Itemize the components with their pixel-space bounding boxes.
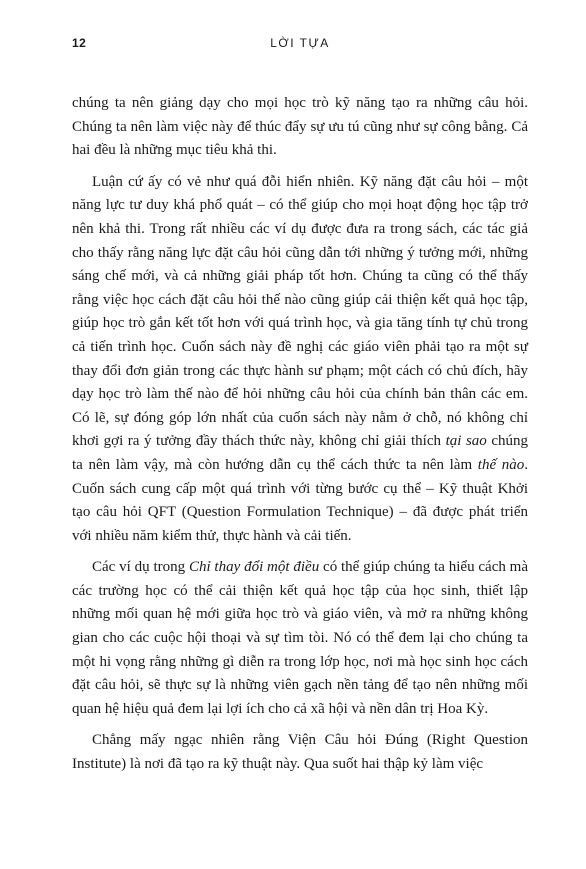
paragraph-3-end: có thể giúp chúng ta hiểu cách mà các trường học có thể cải thiện kết quả học tập của học sinh, thiết lập những mối quan hệ mới giữa học trò và giáo viên, và mở ra những không gian cho các cuộc hội thoại và sự tìm tòi. Nó có thể đem lại cho chúng ta một hi vọng rằng những gì diễn ra trong lớp học, nơi mà học sinh học cách đặt câu hỏi, sẽ thực sự là những viên gạch nền tảng để tạo nên những mối quan hệ hiệu quả đem lại lợi ích cho cả xã hội và nền dân trị Hoa Kỳ. <box>72 559 529 717</box>
page-header <box>72 36 528 56</box>
paragraph-2-end: . Cuốn sách cung cấp một quá trình với từng bước cụ thể – Kỹ thuật Khởi tạo câu hỏi QFT (Question Formulation Technique) – đã được phát triển với nhiều năm kiểm thử, thực hành và cải tiến. <box>72 456 529 544</box>
running-head: LỜI TỰA <box>270 36 330 50</box>
paragraph-2 <box>72 171 528 549</box>
paragraph-1 <box>72 92 528 163</box>
page-number: 12 <box>72 36 87 50</box>
paragraph-4 <box>72 729 528 776</box>
body-text <box>72 92 528 777</box>
paragraph-3 <box>72 556 528 721</box>
paragraph-2-text: Luận cứ ấy có vẻ như quá đỗi hiển nhiên. Kỹ năng đặt câu hỏi – một năng lực tư duy khá phổ quát – có thể giúp cho mọi hoạt động học tập trở nên khả thi. Trong rất nhiều các ví dụ được đưa ra trong sách, các tác giả cho thấy rằng năng lực đặt câu hỏi cũng dẫn tới những ý tưởng mới, những sáng chế mới, và cả những giải pháp tốt hơn. Chúng ta cũng có thể thấy rằng việc học cách đặt câu hỏi thế nào cũng giúp cải thiện kết quả học tập, giúp học trò gắn kết tốt hơn với quá trình học, và gia tăng tính tự chủ trong cả tiến trình học. Cuốn sách này đề nghị các giáo viên phải tạo ra một sự thay đổi đơn giản trong các thực hành sư phạm; một cách có chủ đích, hãy dạy học trò làm thế nào để hỏi những câu hỏi của chính bản thân các em. Có lẽ, sự đóng góp lớn nhất của cuốn sách này nằm ở chỗ, nó không chỉ khơi gợi ra ý tưởng đầy thách thức này, không chỉ giải thích <box>72 173 528 450</box>
paragraph-4-text: Chẳng mấy ngạc nhiên rằng Viện Câu hỏi Đúng (Right Question Institute) là nơi đã tạo ra kỹ thuật này. Qua suốt hai thập kỷ làm việc <box>72 732 528 773</box>
paragraph-3-start: Các ví dụ trong <box>92 559 186 576</box>
paragraph-2-middle: chúng ta nên làm vậy, mà còn hướng dẫn cụ thể cách thức ta nên làm <box>72 433 529 473</box>
emphasis-the-nao: thế nào <box>477 456 525 473</box>
emphasis-tai-sao: tại sao <box>445 433 487 450</box>
paragraph-1-text: chúng ta nên giảng dạy cho mọi học trò kỹ năng tạo ra những câu hỏi. Chúng ta nên làm việc này để thúc đẩy sự ưu tú cũng như sự công bằng. Cả hai đều là những mục tiêu khả thi. <box>72 95 528 159</box>
book-title-emphasis: Chỉ thay đổi một điều <box>188 559 320 576</box>
